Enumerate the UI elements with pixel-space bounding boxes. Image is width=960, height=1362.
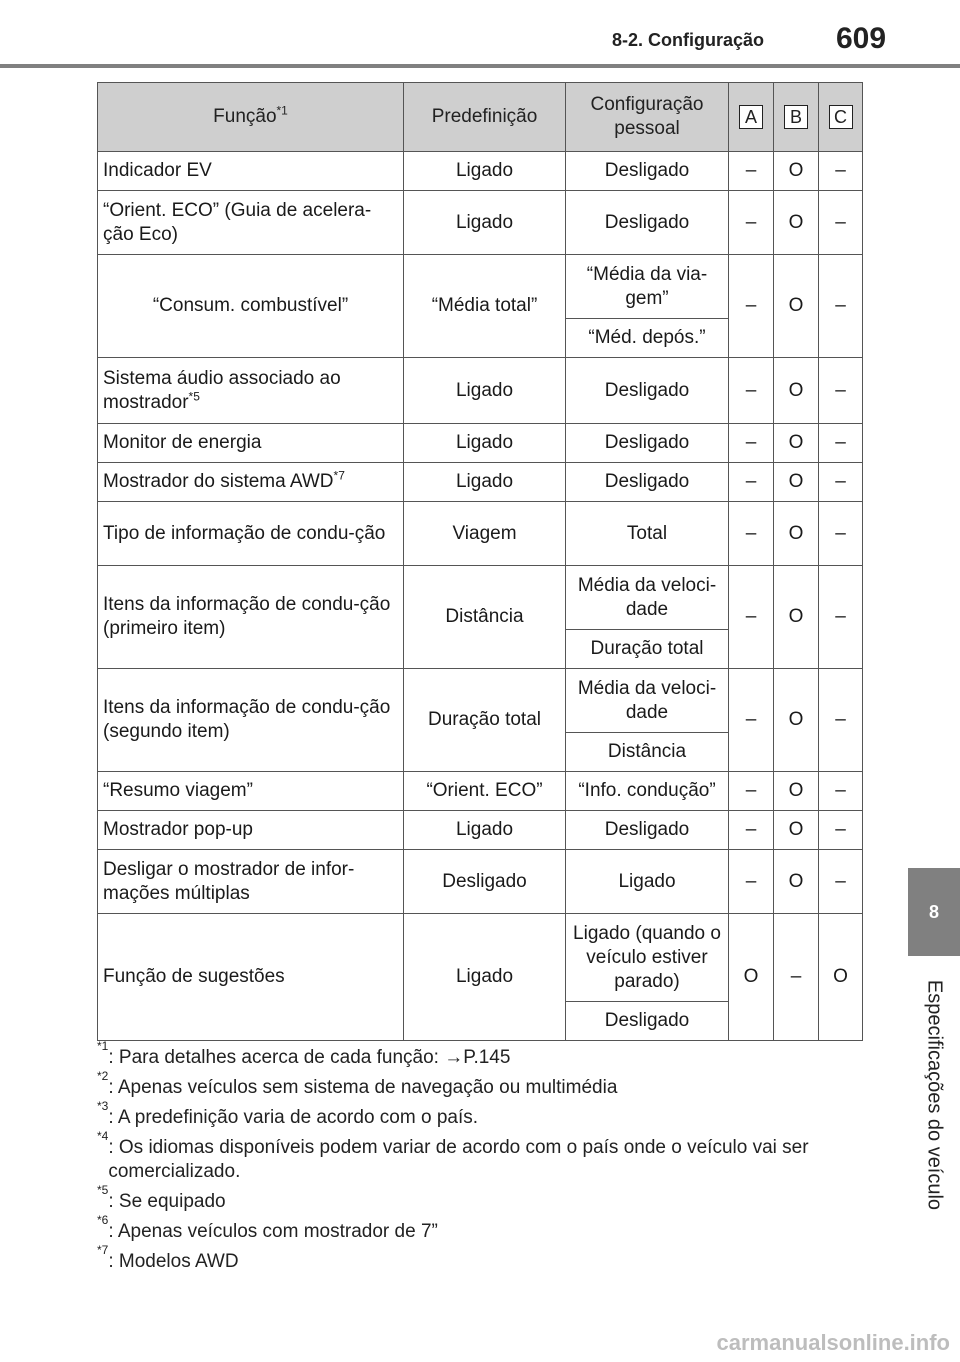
cell-custom: Desligado: [566, 424, 729, 463]
cell-a: –: [729, 669, 774, 772]
footnotes: [97, 1039, 867, 1280]
cell-a: –: [729, 358, 774, 424]
cell-c: O: [819, 914, 863, 1041]
cell-a: –: [729, 566, 774, 669]
cell-a: –: [729, 772, 774, 811]
cell-custom: Desligado: [566, 152, 729, 191]
cell-c: –: [819, 255, 863, 358]
cell-default: Ligado: [404, 463, 566, 502]
cell-c: –: [819, 152, 863, 191]
cell-function: Mostrador do sistema AWD$^{*7}$: [98, 463, 404, 502]
cell-b: O: [774, 463, 819, 502]
cell-a: –: [729, 850, 774, 914]
cell-c: –: [819, 772, 863, 811]
cell-c: –: [819, 850, 863, 914]
chapter-tab[interactable]: [908, 868, 960, 956]
footnote: [97, 1099, 867, 1130]
cell-c: –: [819, 463, 863, 502]
cell-custom: Desligado: [566, 1002, 729, 1041]
cell-b: O: [774, 772, 819, 811]
cell-custom: Desligado: [566, 358, 729, 424]
cell-function: “Orient. ECO” (Guia de acelera-ção Eco): [98, 191, 404, 255]
badge-a: A: [739, 105, 763, 129]
footnote-text: : A predefinição varia de acordo com o país.: [108, 1107, 479, 1128]
cell-default: Ligado: [404, 914, 566, 1041]
cell-c: –: [819, 811, 863, 850]
cell-custom: Desligado: [566, 463, 729, 502]
cell-b: O: [774, 191, 819, 255]
footnote-ref: *1: [276, 103, 288, 118]
header-b: [774, 83, 819, 152]
cell-b: O: [774, 502, 819, 566]
table-row: [98, 463, 863, 502]
cell-default: Viagem: [404, 502, 566, 566]
cell-c: –: [819, 669, 863, 772]
cell-b: O: [774, 255, 819, 358]
footnote-text: : Modelos AWD: [108, 1251, 239, 1272]
table-row: [98, 152, 863, 191]
cell-b: O: [774, 850, 819, 914]
settings-table: [97, 82, 863, 1041]
header-default: Predefinição: [404, 83, 566, 152]
cell-a: –: [729, 191, 774, 255]
footnote-mark: *2: [97, 1069, 109, 1083]
cell-c: –: [819, 358, 863, 424]
footnote: [97, 1213, 867, 1244]
cell-b: O: [774, 358, 819, 424]
footnote: [97, 1069, 867, 1100]
cell-default: Distância: [404, 566, 566, 669]
cell-default: Ligado: [404, 152, 566, 191]
footnote: [97, 1129, 867, 1184]
cell-b: –: [774, 914, 819, 1041]
cell-function: Sistema áudio associado ao mostrador$^{*5}$: [98, 358, 404, 424]
header-divider: [0, 64, 960, 68]
cell-default: Ligado: [404, 811, 566, 850]
footnote-mark: *1: [97, 1039, 109, 1053]
cell-b: O: [774, 566, 819, 669]
cell-b: O: [774, 811, 819, 850]
cell-default: Ligado: [404, 424, 566, 463]
footnote-mark: *7: [97, 1243, 109, 1257]
cell-function: Itens da informação de condu-ção (segundo item): [98, 669, 404, 772]
cell-a: –: [729, 152, 774, 191]
page-number: 609: [836, 22, 887, 55]
footnote-mark: *4: [97, 1129, 109, 1143]
table-row: [98, 191, 863, 255]
badge-c: C: [829, 105, 853, 129]
cell-custom: Desligado: [566, 811, 729, 850]
cell-c: –: [819, 424, 863, 463]
cell-a: –: [729, 463, 774, 502]
cell-c: –: [819, 502, 863, 566]
watermark: carmanualsonline.info: [716, 1330, 950, 1355]
cell-a: –: [729, 811, 774, 850]
footnote-mark: *3: [97, 1099, 109, 1113]
header-function: Função$^{*1}$: [98, 83, 404, 152]
cell-function: “Consum. combustível”: [98, 255, 404, 358]
cell-function: Tipo de informação de condu-ção: [98, 502, 404, 566]
table-row: [98, 914, 863, 1002]
table-header-row: [98, 83, 863, 152]
cell-default: “Orient. ECO”: [404, 772, 566, 811]
cell-a: –: [729, 424, 774, 463]
cell-default: Ligado: [404, 191, 566, 255]
cell-default: Duração total: [404, 669, 566, 772]
cell-custom: “Média da via-gem”: [566, 255, 729, 319]
header-a: [729, 83, 774, 152]
cell-default: Desligado: [404, 850, 566, 914]
table-row: [98, 566, 863, 630]
cell-c: –: [819, 566, 863, 669]
cell-function: Mostrador pop-up: [98, 811, 404, 850]
cell-a: –: [729, 255, 774, 358]
cell-custom: “Info. condução”: [566, 772, 729, 811]
badge-b: B: [784, 105, 808, 129]
cell-b: O: [774, 669, 819, 772]
cell-b: O: [774, 152, 819, 191]
footnote-text: : Apenas veículos sem sistema de navegação ou multimédia: [108, 1077, 618, 1098]
table-row: [98, 358, 863, 424]
cell-custom: Ligado: [566, 850, 729, 914]
table-row: [98, 424, 863, 463]
cell-default: “Média total”: [404, 255, 566, 358]
table-row: [98, 811, 863, 850]
footnote: [97, 1039, 867, 1070]
cell-function: Função de sugestões: [98, 914, 404, 1041]
cell-custom: Duração total: [566, 630, 729, 669]
cell-function: Monitor de energia: [98, 424, 404, 463]
table-row: [98, 502, 863, 566]
cell-custom: “Méd. depós.”: [566, 319, 729, 358]
footnote-text: : Se equipado: [108, 1191, 226, 1212]
table-row: [98, 669, 863, 733]
header-c: [819, 83, 863, 152]
footnote-ref: *7: [333, 468, 345, 483]
cell-custom: Total: [566, 502, 729, 566]
footnote: [97, 1183, 867, 1214]
cell-function: “Resumo viagem”: [98, 772, 404, 811]
cell-b: O: [774, 424, 819, 463]
cell-default: Ligado: [404, 358, 566, 424]
chapter-title: Especificações do veículo: [923, 979, 946, 1211]
cell-function: Desligar o mostrador de infor-mações múltiplas: [98, 850, 404, 914]
cell-a: –: [729, 502, 774, 566]
section-title: 8-2. Configuração: [612, 30, 765, 50]
cell-custom: Média da veloci-dade: [566, 669, 729, 733]
footnote-mark: *6: [97, 1213, 109, 1227]
table-row: [98, 850, 863, 914]
footnote-mark: *5: [97, 1183, 109, 1197]
cell-custom: Média da veloci-dade: [566, 566, 729, 630]
cell-custom: Distância: [566, 733, 729, 772]
footnote-text: : Apenas veículos com mostrador de 7”: [108, 1221, 438, 1242]
table-row: [98, 255, 863, 319]
cell-function: Itens da informação de condu-ção (primeiro item): [98, 566, 404, 669]
cell-function: Indicador EV: [98, 152, 404, 191]
footnote-text: : Os idiomas disponíveis podem variar de acordo com o país onde o veículo vai ser comercializado.: [108, 1137, 809, 1182]
footnote-text: : Para detalhes acerca de cada função: →P.145: [108, 1047, 511, 1068]
table-row: [98, 772, 863, 811]
cell-a: O: [729, 914, 774, 1041]
cell-c: –: [819, 191, 863, 255]
header-custom: Configuração pessoal: [566, 83, 729, 152]
cell-custom: Desligado: [566, 191, 729, 255]
footnote: [97, 1243, 867, 1274]
footnote-ref: *5: [188, 389, 200, 404]
chapter-number: 8: [928, 901, 939, 922]
cell-custom: Ligado (quando o veículo estiver parado): [566, 914, 729, 1002]
